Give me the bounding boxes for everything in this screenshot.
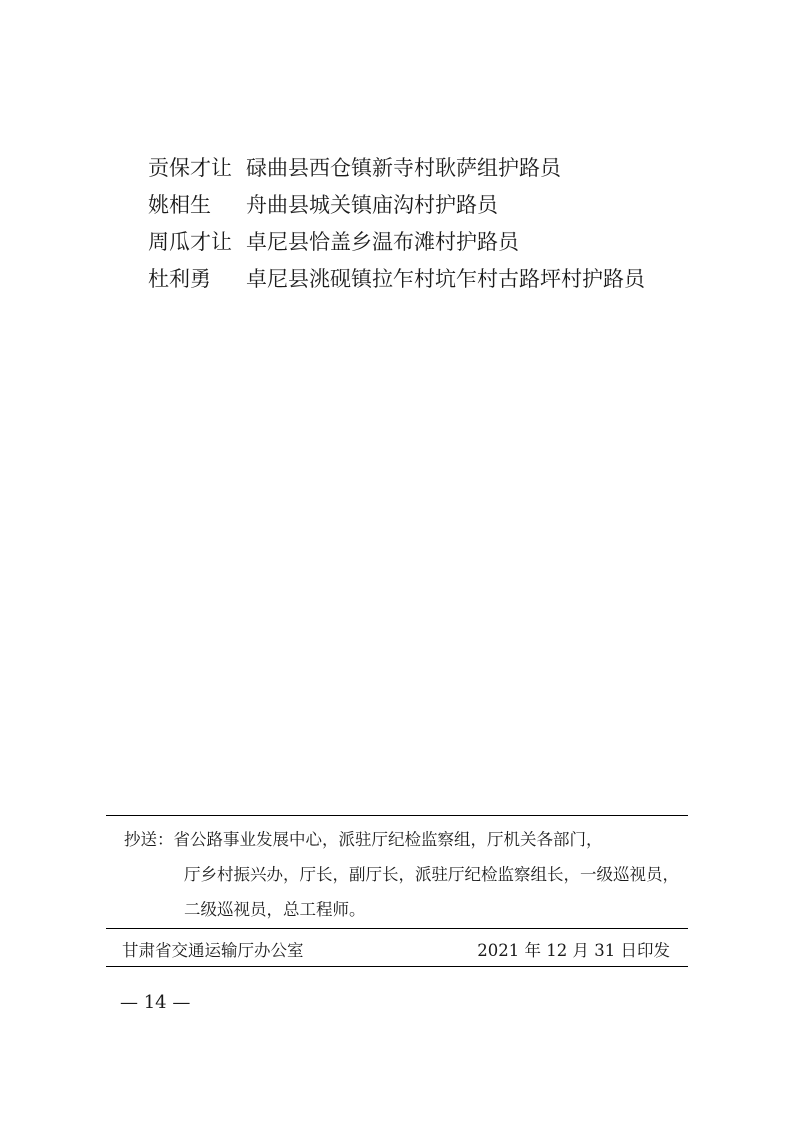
personnel-entry <box>148 222 645 259</box>
person-role: 卓尼县洮砚镇拉乍村坑乍村古路坪村护路员 <box>246 266 645 291</box>
middle-divider <box>106 928 688 929</box>
personnel-entry <box>148 148 645 185</box>
person-name: 姚相生 <box>148 192 211 217</box>
personnel-list <box>148 148 645 296</box>
page-number: — 14 — <box>120 992 191 1013</box>
cc-recipients-line-1: 省公路事业发展中心，派驻厅纪检监察组，厅机关各部门， <box>173 830 603 849</box>
person-role: 碌曲县西仓镇新寺村耿萨组护路员 <box>246 155 561 180</box>
cc-recipients-line-2: 厅乡村振兴办，厅长，副厅长，派驻厅纪检监察组长，一级巡视员， <box>184 865 679 884</box>
personnel-entry <box>148 259 645 296</box>
issue-date: 2021 年 12 月 31 日印发 <box>477 941 670 960</box>
person-name: 贡保才让 <box>148 155 232 180</box>
person-name: 杜利勇 <box>148 266 211 291</box>
issuance-footer <box>122 937 670 961</box>
issuer-office: 甘肃省交通运输厅办公室 <box>122 941 304 960</box>
person-role: 舟曲县城关镇庙沟村护路员 <box>246 192 498 217</box>
cc-label: 抄送： <box>124 830 174 849</box>
bottom-divider <box>106 966 688 967</box>
person-role: 卓尼县恰盖乡温布滩村护路员 <box>246 229 519 254</box>
personnel-entry <box>148 185 645 222</box>
top-divider <box>106 815 688 816</box>
person-name: 周瓜才让 <box>148 229 232 254</box>
cc-section <box>124 822 679 927</box>
cc-recipients-line-3: 二级巡视员，总工程师。 <box>184 900 366 919</box>
